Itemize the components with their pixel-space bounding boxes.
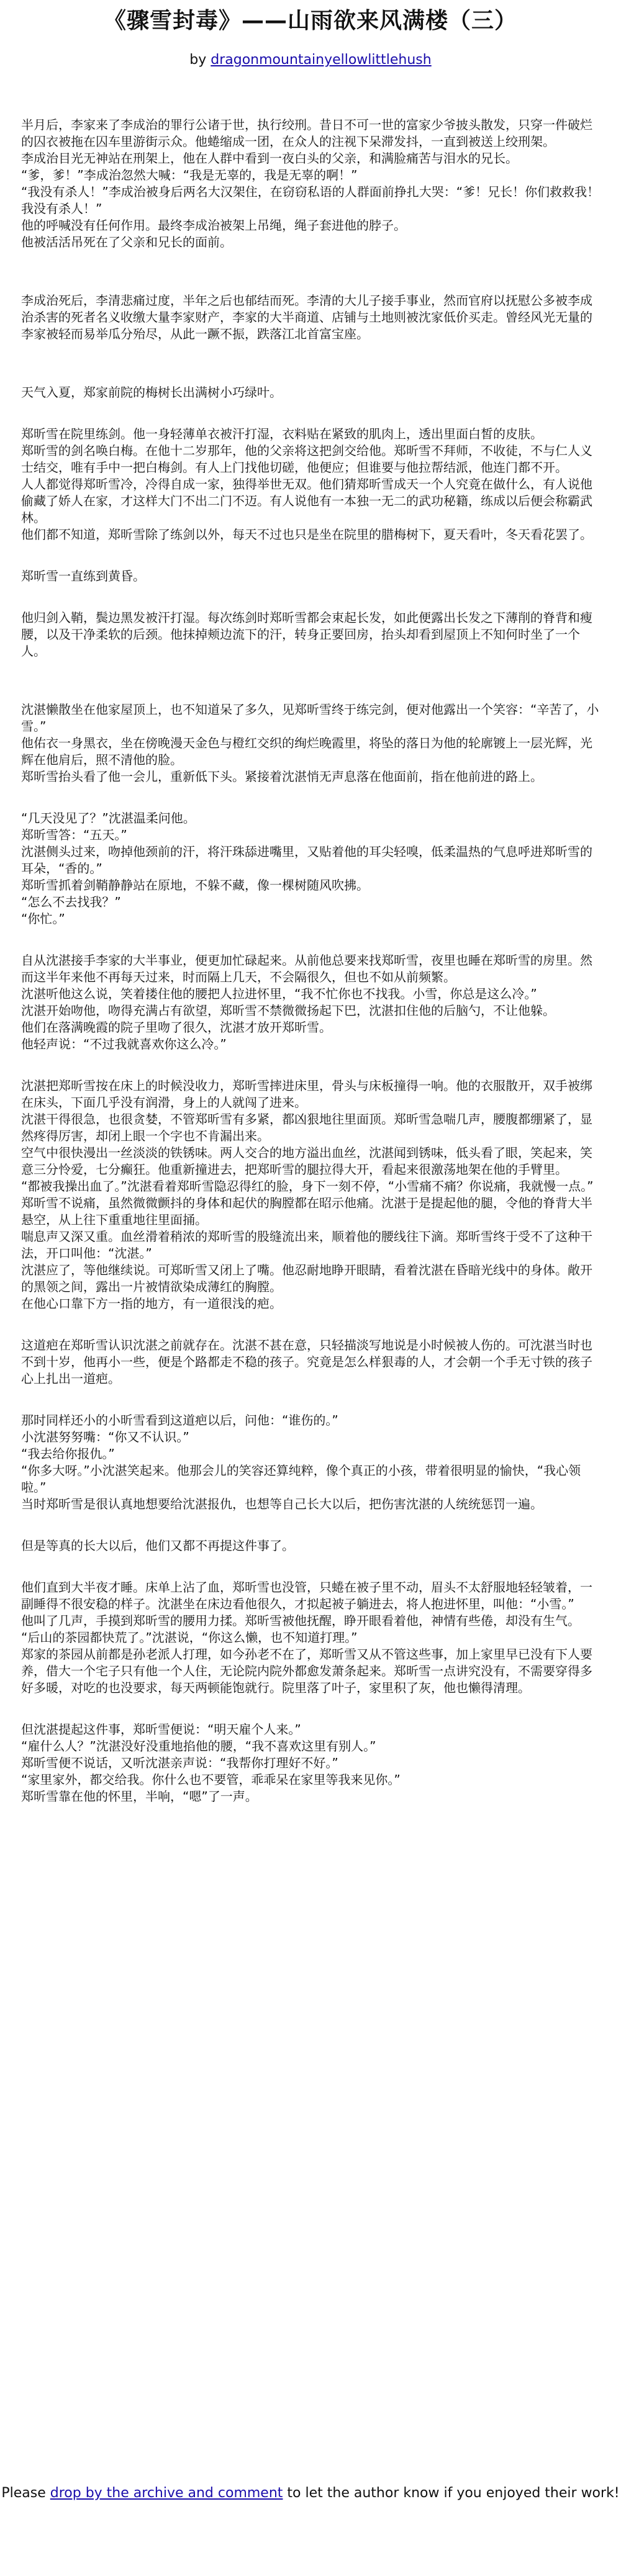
footer-prefix: Please <box>1 2485 50 2501</box>
byline-prefix: by <box>189 52 211 68</box>
story-paragraph: 他归剑入鞘，鬓边黑发被汗打湿。每次练剑时郑昕雪都会束起长发，如此便露出长发之下薄削的脊背和瘦腰，以及干净柔软的后颈。他抹掉颊边流下的汗，转身正要回房，抬头却看到屋顶上不知何时坐了一个人。 <box>21 610 592 659</box>
footer-note <box>0 2484 621 2503</box>
story-paragraph: 郑昕雪一直练到黄昏。 <box>21 569 145 583</box>
story-paragraph: 但是等真的长大以后，他们又都不再提这件事了。 <box>21 1538 294 1553</box>
story-paragraph: 天气入夏，郑家前院的梅树长出满树小巧绿叶。 <box>21 385 282 400</box>
story-paragraph: 沈湛把郑昕雪按在床上的时候没收力，郑昕雪摔进床里，骨头与床板撞得一响。他的衣服散开，双手被绑在床头，下面几乎没有润滑，身上的人就闯了进来。 沈湛干得很急，也很贪婪，不管郑昕雪有多紧，都凶狠地往里面顶。郑昕雪急喘几声，腰腹都绷紧了，显然疼得厉害，却闭上眼一个字也不肯漏出来。 空气中很快漫出一丝淡淡的铁锈味。两人交合的地方溢出血丝，沈湛闻到锈味，低头看了眼，笑起来，笑意三分怜爱，七分癫狂。他重新撞进去，把郑昕雪的腿拉得大开，看起来很激荡地架在他的手臂里。 “都被我操出血了。”沈湛看着郑昕雪隐忍得红的脸，身下一刻不停，“小雪痛不痛？你说痛，我就慢一点。” 郑昕雪不说痛，虽然微微颤抖的身体和起伏的胸膛都在昭示他痛。沈湛于是提起他的腿，令他的脊背大半悬空，从上往下重重地往里面捅。 喘息声又深又重。血丝滑着稍浓的郑昕雪的股缝流出来，顺着他的腰线往下滴。郑昕雪终于受不了这种干法，开口叫他：“沈湛。” 沈湛应了，等他继续说。可郑昕雪又闭上了嘴。他忍耐地睁开眼睛，看着沈湛在昏暗光线中的身体。敞开的黑领之间，露出一片被情欲染成薄红的胸膛。 在他心口靠下方一指的地方，有一道很浅的疤。 <box>21 1078 594 1311</box>
story-paragraph: 郑昕雪在院里练剑。他一身轻薄单衣被汗打湿，衣料贴在紧致的肌肉上，透出里面白皙的皮肤。 郑昕雪的剑名唤白梅。在他十二岁那年，他的父亲将这把剑交给他。郑昕雪不拜师，不收徒，不与仁人义士结交，唯有手中一把白梅剑。有人上门找他切磋，他便应；但谁要与他拉帮结派，他连门都不开。 人人都觉得郑昕雪冷，冷得自成一家，独得举世无双。他们猜郑昕雪成天一个人究竟在做什么，有人说他偷藏了娇人在家，才这样大门不出二门不迈。有人说他有一本独一无二的武功秘籍，练成以后便会称霸武林。 他们都不知道，郑昕雪除了练剑以外，每天不过也只是坐在院里的腊梅树下，夏天看叶，冬天看花罢了。 <box>21 426 592 542</box>
story-paragraph: 他们直到大半夜才睡。床单上沾了血，郑昕雪也没管，只蜷在被子里不动，眉头不太舒服地轻轻皱着，一副睡得不很安稳的样子。沈湛坐在床边看他很久，才拟起被子躺进去，将人抱进怀里，叫他：“小雪。” 他叫了几声，手摸到郑昕雪的腰用力揉。郑昕雪被他抚醒，睁开眼看着他，神情有些倦，却没有生气。 “后山的茶园都快荒了。”沈湛说，“你这么懒，也不知道打理。” 郑家的茶园从前都是孙老派人打理，如今孙老不在了，郑昕雪又从不管这些事，加上家里早已没有下人要养，借大一个宅子只有他一个人住，无论院内院外都愈发萧条起来。郑昕雪一点讲究没有，不需要穿得多好多暖，对吃的也没要求，每天两顿能饱就行。院里落了叶子，家里积了灰，他也懒得清理。 <box>21 1580 592 1695</box>
byline <box>21 51 600 70</box>
story-paragraph: 半月后，李家来了李成治的罪行公诸于世，执行绞刑。昔日不可一世的富家少爷披头散发，只穿一件破烂的囚衣被拖在囚车里游街示众。他蜷缩成一团，在众人的注视下呆滞发抖，一直到被送上绞刑架。 李成治目光无神站在刑架上，他在人群中看到一夜白头的父亲，和满脸痛苦与泪水的兄长。 “爹，爹！”李成治忽然大喊：“我是无辜的，我是无辜的啊！” “我没有杀人！”李成治被身后两名大汉架住，在窃窃私语的人群面前挣扎大哭：“爹！兄长！你们救救我！我没有杀人！” 他的呼喊没有任何作用。最终李成治被架上吊绳，绳子套进他的脖子。 他被活活吊死在了父亲和兄长的面前。 <box>21 117 600 250</box>
comment-link[interactable]: drop by the archive and comment <box>50 2485 283 2501</box>
story-paragraph: 自从沈湛接手李家的大半事业，便更加忙碌起来。从前他总要来找郑昕雪，夜里也睡在郑昕雪的房里。然而这半年来他不再每天过来，时而隔上几天，不会隔很久，但也不如从前频繁。 沈湛听他这么说，笑着搂住他的腰把人拉进怀里，“我不忙你也不找我。小雪，你总是这么冷。” 沈湛开始吻他，吻得充满占有欲望，郑昕雪不禁微微扬起下巴，沈湛扣住他的后脑勺，不让他躲。 他们在落满晚霞的院子里吻了很久，沈湛才放开郑昕雪。 他轻声说：“不过我就喜欢你这么冷。” <box>21 953 592 1052</box>
author-link[interactable]: dragonmountainyellowlittlehush <box>211 52 432 68</box>
story-paragraph: 但沈湛提起这件事，郑昕雪便说：“明天雇个人来。” “雇什么人？”沈湛没好没重地掐他的腰，“我不喜欢这里有别人。” 郑昕雪便不说话，又听沈湛亲声说：“我帮你打理好不好。” “家里家外，都交给我。你什么也不要管，乖乖呆在家里等我来见你。” 郑昕雪靠在他的怀里，半响，“嗯”了一声。 <box>21 1722 401 1804</box>
story-paragraph: “几天没见了？”沈湛温柔问他。 郑昕雪答：“五天。” 沈湛侧头过来，吻掉他颈前的汗，将汗珠舔进嘴里，又贴着他的耳尖轻嗅，低柔温热的气息呼进郑昕雪的耳朵，“香的。” 郑昕雪抓着剑鞘静静站在原地，不躲不藏，像一棵树随风吹拂。 “怎么不去找我？” “你忙。” <box>21 811 592 926</box>
story-paragraph: 李成治死后，李清悲痛过度，半年之后也郁结而死。李清的大儿子接手事业，然而官府以抚慰公多被李成治杀害的死者名义收缴大量李家财产，李家的大半商道、店铺与土地则被沈家低价买走。曾经风光无量的李家被轻而易举瓜分殆尽，从此一蹶不振，跌落江北首富宝座。 <box>21 293 592 341</box>
story-paragraph: 沈湛懒散坐在他家屋顶上，也不知道呆了多久，见郑昕雪终于练完剑，便对他露出一个笑容：“辛苦了，小雪。” 他佑衣一身黑衣，坐在傍晚漫天金色与橙红交织的绚烂晚霞里，将坠的落日为他的轮廓镀上一层光辉，光辉在他肩后，照不清他的脸。 郑昕雪抬头看了他一会儿，重新低下头。紧接着沈湛悄无声息落在他面前，指在他前进的路上。 <box>21 702 599 784</box>
work-title: 《骤雪封毒》——山雨欲来风满楼（三） <box>103 8 517 34</box>
footer-suffix: to let the author know if you enjoyed their work! <box>283 2485 620 2501</box>
story-paragraph: 这道疤在郑昕雪认识沈湛之前就存在。沈湛不甚在意，只轻描淡写地说是小时候被人伤的。可沈湛当时也不到十岁，他再小一些，便是个路都走不稳的孩子。究竟是怎么样狠毒的人，才会朝一个手无寸铁的孩子心上扎出一道疤。 <box>21 1338 592 1386</box>
story-paragraph: 那时同样还小的小昕雪看到这道疤以后，问他：“谁伤的。” 小沈湛努努嘴：“你又不认识。” “我去给你报仇。” “你多大呀。”小沈湛笑起来。他那会儿的笑容还算纯粹，像个真正的小孩，带着很明显的愉快，“我心领啦。” 当时郑昕雪是很认真地想要给沈湛报仇，也想等自己长大以后，把伤害沈湛的人统统惩罚一遍。 <box>21 1413 581 1511</box>
work-header <box>21 0 600 70</box>
story-body <box>21 117 600 1805</box>
